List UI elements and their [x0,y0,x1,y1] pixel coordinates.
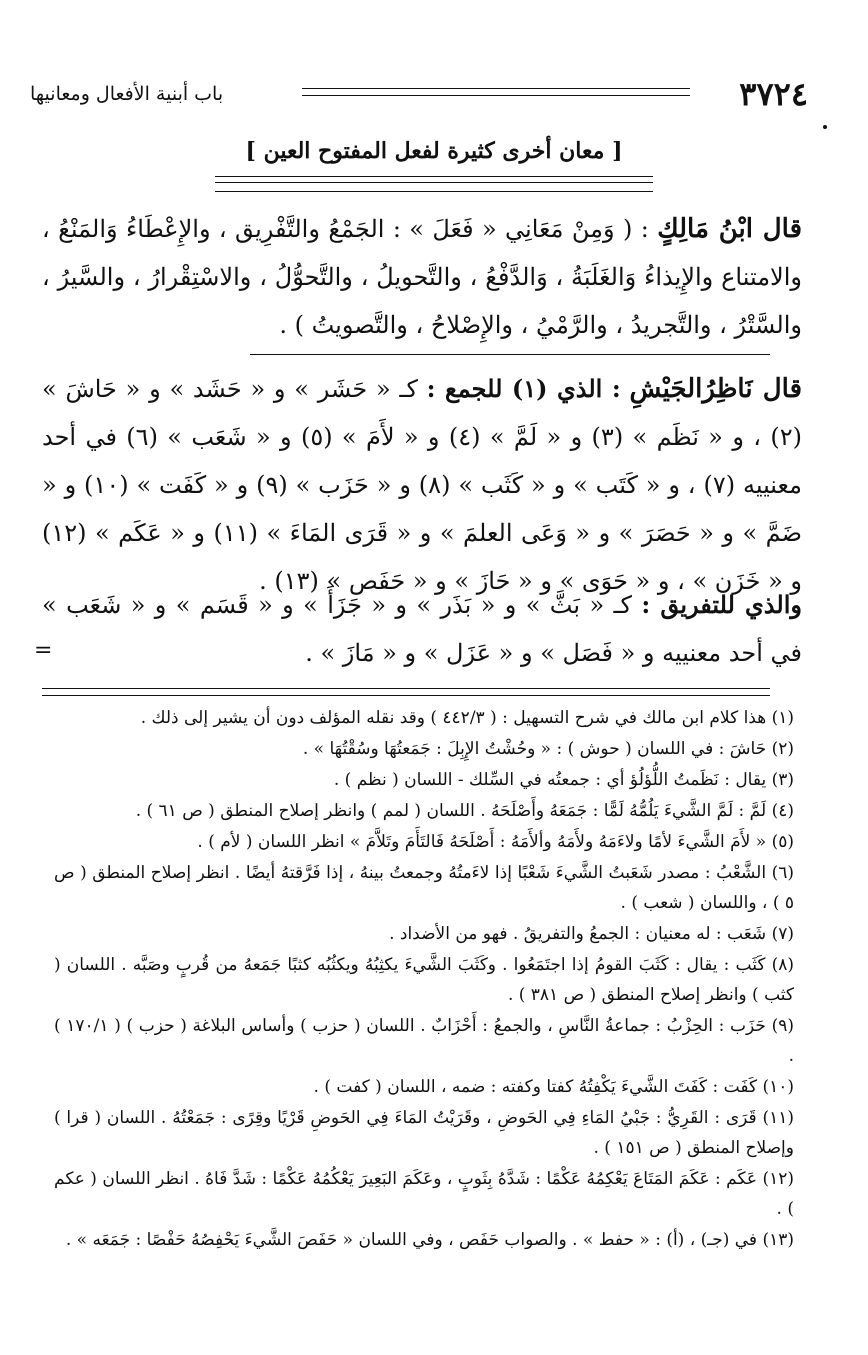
speaker-name: قال ابْنُ مَالِكٍ [657,214,802,244]
footnote: (١٣) في (جـ) ، (أ) : « حفط » . والصواب حَفَص ، وفي اللسان « حَفَصَ الشَّيءَ يَحْفِصُهُ حَفْصًا : جَمَعَه » . [65,1230,794,1250]
footnote: (٤) لَمَّ : لَمَّ الشَّيءَ يَلُمُّهُ لَمًّا : جَمَعَهُ وأَصْلَحَهُ . اللسان ( لمم ) وانظر إصلاح المنطق ( ص ٦١ ) . [135,801,794,821]
paragraph-ibn-malik [42,205,802,349]
footnote: (١٢) عَكَم : عَكَمَ المَتَاعَ يَعْكِمُهُ عَكْمًا : شَدَّهُ بِثَوبٍ ، وعَكَمَ البَعِيرَ يَعْكُمُهُ عَكْمًا : شَدَّ فَاهُ . انظر اللسان ( عكم ) . [54,1169,794,1219]
footnote-separator [42,688,770,696]
footnotes [54,703,794,1256]
header-rule [302,88,690,96]
footnote: (٨) كَثَب : يقال : كَثَبَ القومُ إذا اجتَمَعُوا . وكَثَبَ الشَّيءَ يكثِبُهُ ويكثُبُه كثبًا جَمَعهُ من قُربٍ وصَبَّه . اللسان ( كثب ) وانظر إصلاح المنطق ( ص ٣٨١ ) . [54,955,794,1005]
paragraph-lead: والذي للتفريق : [641,590,802,619]
section-separator [250,354,770,355]
running-header [30,74,808,114]
paragraph-tafriq [42,581,802,677]
footnote: (٥) « لأَمَ الشَّيءَ لأمًا ولاءَمَهُ ولأَمَهُ وألأَمَهُ : أَصْلَحَهُ فَالتَأَمَ وتَلاَّمَ » انظر اللسان ( لأم ) . [197,832,794,852]
continuation-mark: = [34,638,53,663]
footnote: (٧) شَعَب : له معنيان : الجمعُ والتفريقُ . فهو من الأضداد . [389,924,794,944]
footnote: (١) هذا كلام ابن مالك في شرح التسهيل : ( ٤٤٢/٣ ) وقد نقله المؤلف دون أن يشير إلى ذلك . [140,708,794,728]
paragraph-lead: : الذي (١) للجمع : [426,374,621,403]
footnote: (١١) قَرَى : القَرِيُّ : جَبْيُ المَاءِ فِي الحَوضِ ، وقَرَيْتُ المَاءَ فِي الحَوضِ قَرْيًا وقِرًى : جَمَعْتُهُ . اللسان ( قرا ) وإصلاح المنطق ( ص ١٥١ ) . [54,1108,794,1158]
paragraph-nazir-al-jaysh [42,365,802,605]
paragraph-text: كـ « حَشَر » و « حَشَد » و « حَاشَ » (٢) ، و « نَظَم » (٣) و « لَمَّ » (٤) و « لأَمَ » (٥) و « شَعَب » (٦) في أحد معنييه (٧) ، و « كَتَب » و « كَثَب » (٨) و « حَزَب » (٩) و « كَفَت » (١٠) و « ضَمَّ » و « حَصَرَ » و « وَعَى العلمَ » و « قَرَى المَاءَ » (١١) و « عَكَم » (١٢) و « خَزَن » ، و « حَوَى » و « حَازَ » و « حَفَص » (١٣) . [42,375,803,595]
running-title: باب أبنية الأفعال ومعانيها [30,83,224,105]
footnote: (٣) يقال : نَظَمتُ اللُّؤلُؤ أي : جمعتُه في السِّلك - اللسان ( نظم ) . [333,770,794,790]
footnote: (٦) الشَّعْبُ : مصدر شَعَبتُ الشَّيءَ شَعْبًا إذا لاءَمتُهُ وجمعتُ بينهُ ، إذا فَرَّقتهُ أيضًا . انظر إصلاح المنطق ( ص ٥ ) ، واللسان ( شعب ) . [54,863,794,913]
stray-dot [823,125,827,129]
paragraph-text: : ( وَمِنْ مَعَانِي « فَعَلَ » : الجَمْعُ والتَّفْرِيق ، والإِعْطَاءُ وَالمَنْعُ ، والامتناع والإِيذاءُ وَالغَلَبَةُ ، وَالدَّفْعُ ، والتَّحويلُ ، والتَّحوُّلُ ، والاسْتِقْرارُ ، والسَّيرُ ، والسَّتْرُ ، والتَّجريدُ ، والرَّمْيُ ، والإِصْلاحُ ، والتَّصويتُ ) . [42,215,802,339]
footnote: (٩) حَزَب : الحِزْبُ : جماعةُ النَّاسِ ، والجمعُ : أَحْزَابٌ . اللسان ( حزب ) وأساس البلاغة ( حزب ) ( ١٧٠/١ ) . [54,1016,794,1066]
section-title: [ معان أخرى كثيرة لفعل المفتوح العين ] [245,138,623,164]
speaker-name: قال نَاظِرُالجَيْشِ [629,374,802,404]
paragraph-text: كـ « بَثَّ » و « بَذَر » و « جَزَأَ » و « قَسَم » و « شَعَب » في أحد معنييه و « فَصَل » و « عَزَل » و « مَازَ » . [42,591,802,667]
footnote: (٢) حَاشَ : في اللسان ( حوش ) : « وحُشْتُ الإِبِلَ : جَمَعتُهَا وسُقْتُهَا » . [302,739,794,759]
title-triple-rule [215,176,653,192]
page-number: ٣٧٢٤ [739,75,808,113]
footnote: (١٠) كَفَت : كَفَتَ الشَّيءَ يَكْفِتُهُ كفتا وكفته : ضمه ، اللسان ( كفت ) . [313,1077,794,1097]
